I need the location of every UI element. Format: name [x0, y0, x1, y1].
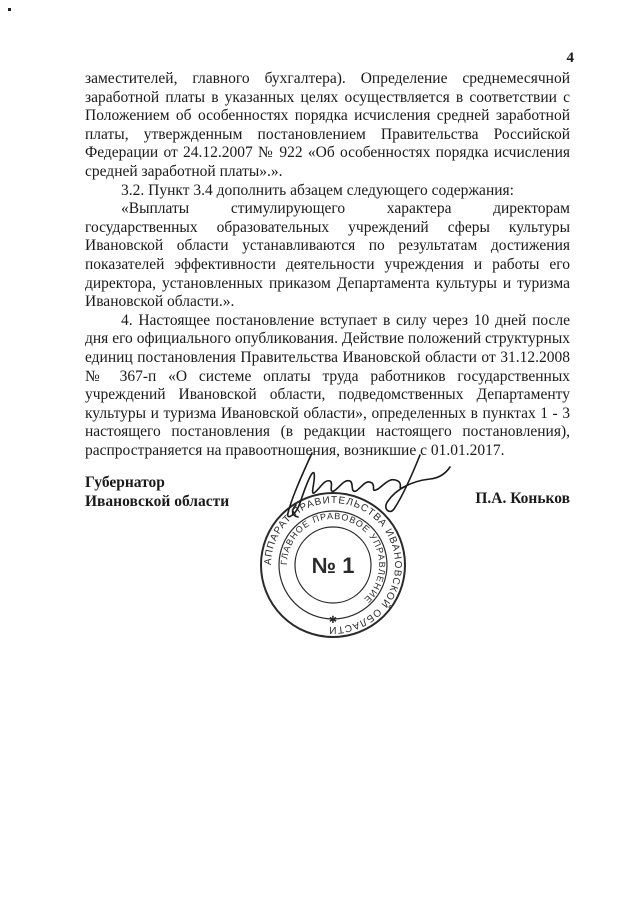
signatory-name: П.А. Коньков: [475, 490, 570, 507]
stamp-star-icon: ✱: [328, 615, 338, 626]
document-body: [85, 70, 570, 460]
paragraph-quote: «Выплаты стимулирующего характера директорам государственных образовательных учреждений сферы культуры Ивановской области устанавливаются по результатам достижения показателей эффективности деятельности учреждения и работы его директора, установленных приказом Департамента культуры и туризма Ивановской области.».: [85, 200, 570, 311]
stamp-inner-text: ГЛАВНОЕ ПРАВОВОЕ УПРАВЛЕНИЕ: [278, 510, 388, 606]
page-number: 4: [566, 50, 574, 66]
stamp-outer-text: АППАРАТ ПРАВИТЕЛЬСТВА ИВАНОВСКОЙ ОБЛАСТИ: [262, 494, 404, 636]
signatory-position-line1: Губернатор: [85, 474, 165, 491]
handwritten-signature: [270, 445, 460, 525]
signatory-position-line2: Ивановской области: [85, 493, 230, 510]
paragraph-continuation: заместителей, главного бухгалтера). Определение среднемесячной заработной платы в указанных целях осуществляется в соответствии с Положением об особенностях порядка исчисления средней заработной платы, утвержденным постановлением Правительства Российской Федерации от 24.12.2007 № 922 «Об особенностях порядка исчисления средней заработной платы».».: [85, 70, 570, 180]
paragraph-item-4: 4. Настоящее постановление вступает в силу через 10 дней после дня его официального опубликования. Действие положений структурных единиц постановления Правительства Ивановской области от 31.12.2008 № 367-п «О системе оплаты труда работников государственных учреждений Ивановской области, подведомственных Департаменту культуры и туризма Ивановской области», определенных в пунктах 1 - 3 настоящего постановления (в редакции настоящего постановления), распространяется на правоотношения, возникшие с 01.01.2017.: [85, 311, 570, 459]
corner-mark: [8, 8, 11, 11]
signatory-position: [85, 473, 229, 511]
paragraph-item-3-2: 3.2. Пункт 3.4 дополнить абзацем следующего содержания:: [121, 181, 514, 199]
stamp-number: № 1: [311, 553, 355, 578]
